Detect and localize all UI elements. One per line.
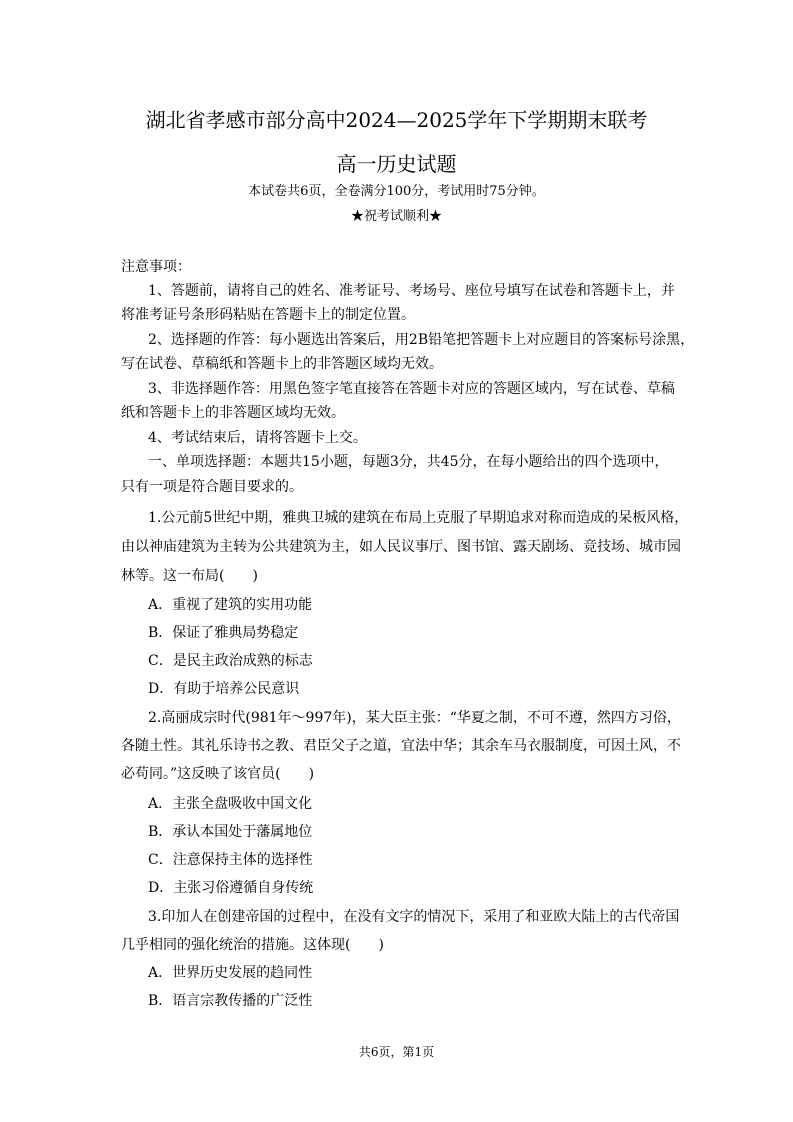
q1-option-a: A．重视了建筑的实用功能 bbox=[148, 597, 313, 613]
q2-option-a: A．主张全盘吸收中国文化 bbox=[148, 796, 313, 812]
note-1-line-1: 1、答题前，请将自己的姓名、准考证号、考场号、座位号填写在试卷和答题卡上，并 bbox=[148, 283, 675, 299]
q2-option-b: B．承认本国处于藩属地位 bbox=[148, 824, 313, 840]
section-heading-line-1: 一、单项选择题：本题共15小题，每题3分，共45分，在每小题给出的四个选项中， bbox=[148, 454, 669, 470]
q3-option-a: A．世界历史发展的趋同性 bbox=[148, 965, 313, 981]
note-2-line-1: 2、选择题的作答：每小题选出答案后，用2B铅笔把答题卡上对应题目的答案标号涂黑， bbox=[148, 332, 695, 348]
notes-heading: 注意事项： bbox=[121, 259, 191, 275]
q1-option-b: B．保证了雅典局势稳定 bbox=[148, 625, 299, 641]
note-2-line-2: 写在试卷、草稿纸和答题卡上的非答题区域均无效。 bbox=[121, 356, 443, 372]
q2-option-d: D．主张习俗遵循自身传统 bbox=[148, 880, 314, 896]
subject-title: 高一历史试题 bbox=[336, 152, 457, 176]
note-3-line-2: 纸和答题卡上的非答题区域均无效。 bbox=[121, 405, 345, 421]
q2-stem-line-1: 2.高丽成宗时代(981年～997年)，某大臣主张：“华夏之制，不可不遵，然四方习俗， bbox=[148, 710, 681, 726]
good-luck-line: ★祝考试顺利★ bbox=[350, 209, 442, 224]
exam-info: 本试卷共6页，全卷满分100分，考试用时75分钟。 bbox=[248, 184, 545, 199]
q2-stem-line-3: 必苟同。”这反映了该官员( ) bbox=[121, 766, 315, 782]
q1-option-c: C．是民主政治成熟的标志 bbox=[148, 653, 313, 669]
q1-stem-line-3: 林等。这一布局( ) bbox=[121, 568, 258, 584]
q3-option-b: B．语言宗教传播的广泛性 bbox=[148, 993, 313, 1009]
q1-stem-line-1: 1.公元前5世纪中期，雅典卫城的建筑在布局上克服了早期追求对称而造成的呆板风格， bbox=[148, 510, 689, 526]
note-4: 4、考试结束后，请将答题卡上交。 bbox=[148, 430, 367, 446]
q2-stem-line-2: 各随土性。其礼乐诗书之教、君臣父子之道，宜法中华；其余车马衣服制度，可因土风，不 bbox=[121, 738, 681, 754]
page-footer: 共6页，第1页 bbox=[358, 1045, 435, 1059]
q1-option-d: D．有助于培养公民意识 bbox=[148, 681, 300, 697]
exam-title: 湖北省孝感市部分高中2024—2025学年下学期期末联考 bbox=[145, 108, 648, 132]
q3-stem-line-2: 几乎相同的强化统治的措施。这体现( ) bbox=[121, 937, 384, 953]
q2-option-c: C．注意保持主体的选择性 bbox=[148, 852, 313, 868]
note-1-line-2: 将准考证号条形码粘贴在答题卡上的制定位置。 bbox=[121, 307, 415, 323]
note-3-line-1: 3、非选择题作答：用黑色签字笔直接答在答题卡对应的答题区域内，写在试卷、草稿 bbox=[148, 381, 675, 397]
section-heading-line-2: 只有一项是符合题目要求的。 bbox=[121, 479, 303, 495]
q1-stem-line-2: 由以神庙建筑为主转为公共建筑为主，如人民议事厅、图书馆、露天剧场、竞技场、城市园 bbox=[121, 539, 681, 555]
q3-stem-line-1: 3.印加人在创建帝国的过程中，在没有文字的情况下，采用了和亚欧大陆上的古代帝国 bbox=[148, 909, 680, 925]
